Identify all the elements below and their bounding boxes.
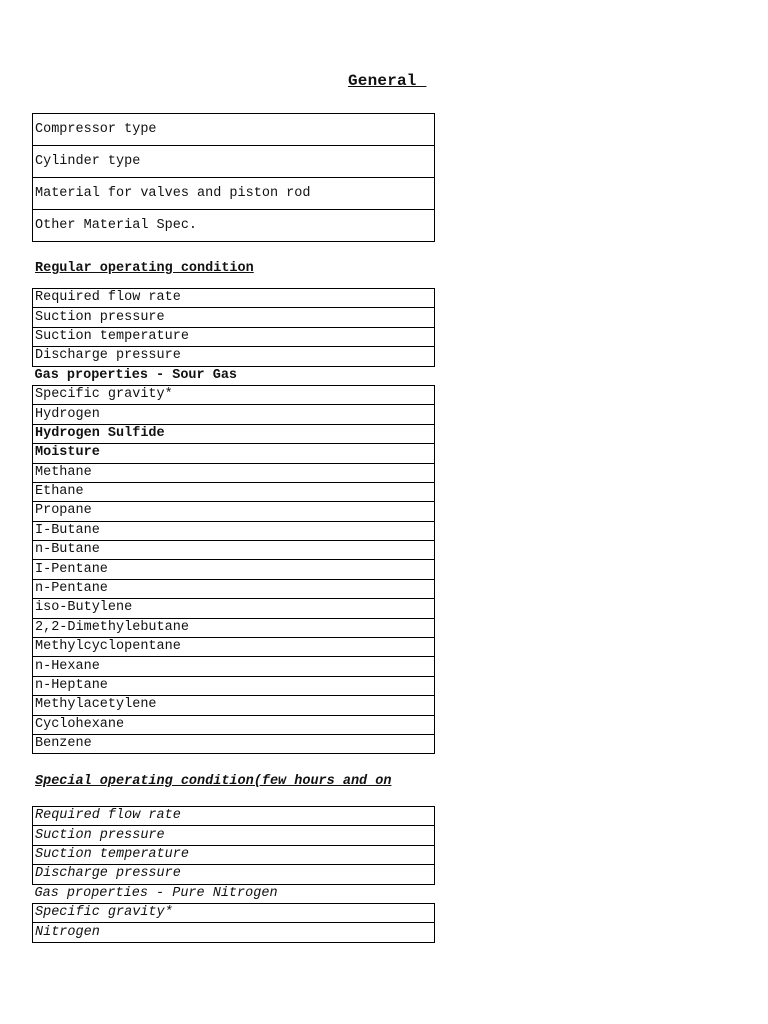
table-cell: Required flow rate (33, 807, 435, 826)
table-row (33, 146, 435, 178)
table-cell: n-Heptane (33, 676, 435, 695)
table-row (33, 405, 435, 424)
special-condition-table (32, 806, 435, 943)
table-cell: n-Butane (33, 541, 435, 560)
table-cell: iso-Butylene (33, 599, 435, 618)
table-row (33, 482, 435, 501)
table-row (33, 347, 435, 366)
table-cell: Specific gravity* (33, 385, 435, 404)
table-row (33, 845, 435, 864)
table-cell: Hydrogen Sulfide (33, 424, 435, 443)
table-row (33, 599, 435, 618)
table-cell: Specific gravity* (33, 903, 435, 922)
table-cell: Hydrogen (33, 405, 435, 424)
table-cell: Propane (33, 502, 435, 521)
table-cell: Required flow rate (33, 289, 435, 308)
table-row (33, 618, 435, 637)
table-cell: Ethane (33, 482, 435, 501)
table-row (33, 289, 435, 308)
regular-condition-table (32, 288, 435, 754)
table-cell: Nitrogen (33, 923, 435, 942)
table-row (33, 579, 435, 598)
table-cell: Methylacetylene (33, 696, 435, 715)
general-table (32, 113, 435, 242)
table-row (33, 676, 435, 695)
table-cell: Cyclohexane (33, 715, 435, 734)
table-row (33, 865, 435, 884)
table-row (33, 444, 435, 463)
table-cell: Moisture (33, 444, 435, 463)
table-row (33, 385, 435, 404)
table-cell: Methylcyclopentane (33, 638, 435, 657)
table-cell: Discharge pressure (33, 865, 435, 884)
table-row (33, 826, 435, 845)
table-row (33, 807, 435, 826)
table-row (33, 502, 435, 521)
table-cell: 2,2-Dimethylebutane (33, 618, 435, 637)
table-row (33, 541, 435, 560)
table-row (33, 696, 435, 715)
table-cell: Other Material Spec. (33, 210, 435, 242)
table-row (33, 734, 435, 753)
table-cell: Methane (33, 463, 435, 482)
regular-condition-heading: Regular operating condition (35, 261, 254, 276)
table-row (33, 521, 435, 540)
special-condition-heading: Special operating condition(few hours and on (35, 774, 392, 789)
table-row (33, 424, 435, 443)
table-row (33, 463, 435, 482)
table-row (33, 327, 435, 346)
table-row (33, 178, 435, 210)
table-row (33, 715, 435, 734)
table-row (33, 114, 435, 146)
table-row (33, 210, 435, 242)
table-row (33, 560, 435, 579)
table-cell: Discharge pressure (33, 347, 435, 366)
table-cell: n-Pentane (33, 579, 435, 598)
table-cell: Compressor type (33, 114, 435, 146)
table-cell: Material for valves and piston rod (33, 178, 435, 210)
gas-properties-label: Gas properties - Pure Nitrogen (33, 884, 435, 903)
table-cell: Cylinder type (33, 146, 435, 178)
gas-properties-label: Gas properties - Sour Gas (33, 366, 435, 385)
table-row (33, 903, 435, 922)
table-cell: Suction pressure (33, 826, 435, 845)
table-cell: I-Pentane (33, 560, 435, 579)
table-cell: Suction pressure (33, 308, 435, 327)
table-cell: n-Hexane (33, 657, 435, 676)
table-cell: Suction temperature (33, 327, 435, 346)
page-title: General (348, 72, 427, 90)
table-row (33, 884, 435, 903)
table-cell: I-Butane (33, 521, 435, 540)
table-row (33, 638, 435, 657)
table-cell: Benzene (33, 734, 435, 753)
table-row (33, 657, 435, 676)
table-row (33, 923, 435, 942)
table-row (33, 308, 435, 327)
table-row (33, 366, 435, 385)
table-cell: Suction temperature (33, 845, 435, 864)
